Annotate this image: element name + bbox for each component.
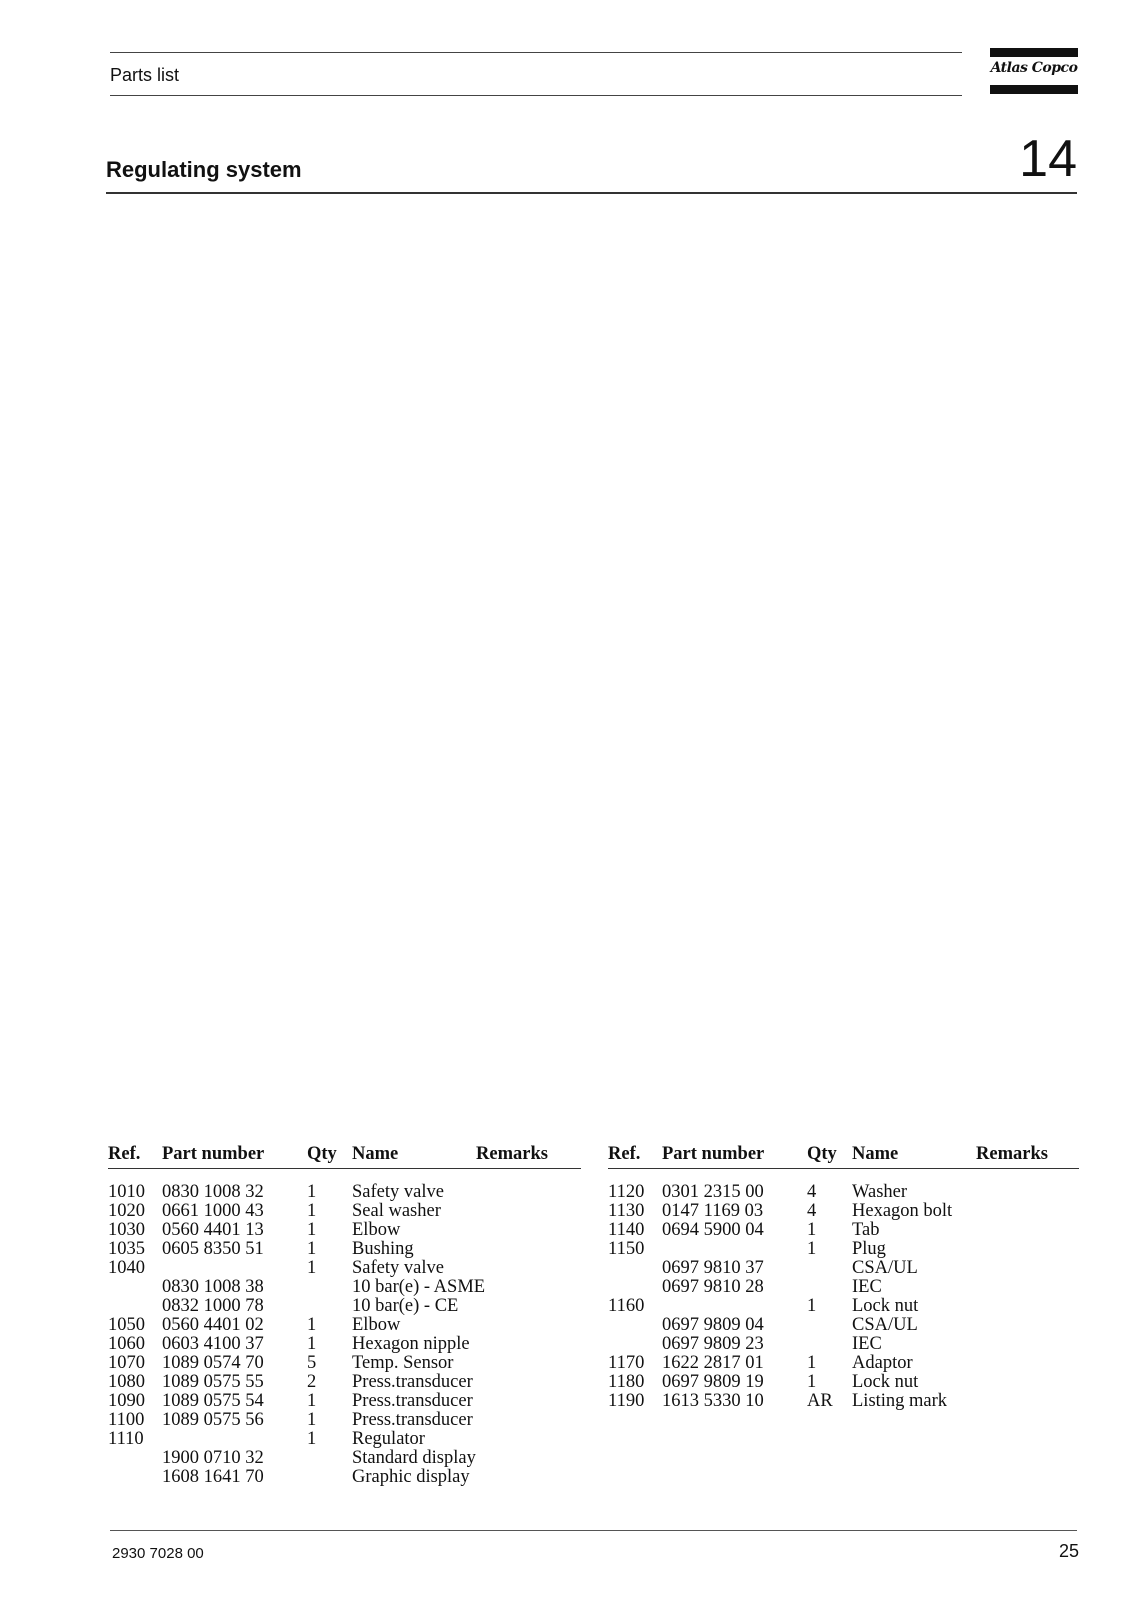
- cell-qty: 2: [307, 1372, 317, 1392]
- cell-part-number: 1613 5330 10: [662, 1391, 764, 1411]
- table-row: [108, 1278, 581, 1297]
- section-rule: [106, 192, 1077, 194]
- cell-name: Plug: [852, 1239, 886, 1259]
- logo-bar-bottom: [990, 85, 1078, 94]
- cell-qty: 1: [307, 1410, 317, 1430]
- cell-qty: 1: [807, 1372, 817, 1392]
- table-row: [108, 1259, 581, 1278]
- header-rule-top: [110, 52, 962, 53]
- footer-rule: [110, 1530, 1077, 1531]
- column-header-remarks: Remarks: [476, 1144, 548, 1164]
- cell-name: Lock nut: [852, 1296, 919, 1316]
- cell-part-number: 0832 1000 78: [162, 1296, 264, 1316]
- cell-qty: 1: [807, 1353, 817, 1373]
- cell-part-number: 1089 0575 55: [162, 1372, 264, 1392]
- cell-qty: AR: [807, 1391, 833, 1411]
- cell-part-number: 0697 9809 23: [662, 1334, 764, 1354]
- logo-bar-top: [990, 48, 1078, 57]
- table-row: [108, 1297, 581, 1316]
- cell-part-number: 0603 4100 37: [162, 1334, 264, 1354]
- cell-name: Seal washer: [352, 1201, 441, 1221]
- cell-name: CSA/UL: [852, 1258, 918, 1278]
- cell-part-number: 1608 1641 70: [162, 1467, 264, 1487]
- cell-ref: 1010: [108, 1182, 145, 1202]
- cell-name: Adaptor: [852, 1353, 913, 1373]
- cell-part-number: 1900 0710 32: [162, 1448, 264, 1468]
- cell-qty: 1: [807, 1239, 817, 1259]
- cell-part-number: 0697 9809 19: [662, 1372, 764, 1392]
- parts-table-right: [608, 1144, 1079, 1411]
- header-rule-bottom: [110, 95, 962, 96]
- table-header: [608, 1144, 1079, 1169]
- cell-name: Safety valve: [352, 1258, 444, 1278]
- cell-name: Regulator: [352, 1429, 425, 1449]
- cell-ref: 1160: [608, 1296, 645, 1316]
- table-row: [108, 1449, 581, 1468]
- column-header-ref: Ref.: [108, 1144, 141, 1164]
- cell-qty: 1: [307, 1220, 317, 1240]
- table-row: [608, 1202, 1079, 1221]
- cell-ref: 1040: [108, 1258, 145, 1278]
- table-row: [108, 1316, 581, 1335]
- table-row: [108, 1354, 581, 1373]
- table-row: [608, 1354, 1079, 1373]
- cell-qty: 1: [307, 1201, 317, 1221]
- column-header-part-number: Part number: [162, 1144, 265, 1164]
- cell-ref: 1180: [608, 1372, 645, 1392]
- column-header-ref: Ref.: [608, 1144, 641, 1164]
- table-body: [108, 1183, 581, 1487]
- cell-name: Press.transducer: [352, 1410, 473, 1430]
- cell-name: IEC: [852, 1277, 882, 1297]
- cell-qty: 1: [807, 1220, 817, 1240]
- logo-text: Atlas Copco: [990, 60, 1078, 76]
- table-row: [108, 1202, 581, 1221]
- cell-ref: 1030: [108, 1220, 145, 1240]
- cell-part-number: 0697 9809 04: [662, 1315, 764, 1335]
- cell-name: Press.transducer: [352, 1372, 473, 1392]
- cell-name: Standard display: [352, 1448, 476, 1468]
- column-header-part-number: Part number: [662, 1144, 765, 1164]
- cell-name: IEC: [852, 1334, 882, 1354]
- cell-part-number: 1622 2817 01: [662, 1353, 764, 1373]
- cell-part-number: 1089 0574 70: [162, 1353, 264, 1373]
- table-row: [108, 1240, 581, 1259]
- table-body: [608, 1183, 1079, 1411]
- figure-area: [106, 200, 1077, 1140]
- table-row: [108, 1221, 581, 1240]
- cell-name: CSA/UL: [852, 1315, 918, 1335]
- page-number: 25: [1058, 1541, 1079, 1561]
- cell-ref: 1080: [108, 1372, 145, 1392]
- cell-name: Safety valve: [352, 1182, 444, 1202]
- table-row: [108, 1430, 581, 1449]
- cell-part-number: 1089 0575 56: [162, 1410, 264, 1430]
- cell-part-number: 1089 0575 54: [162, 1391, 264, 1411]
- cell-ref: 1060: [108, 1334, 145, 1354]
- table-header: [108, 1144, 581, 1169]
- cell-qty: 1: [807, 1296, 817, 1316]
- cell-name: Elbow: [352, 1220, 401, 1240]
- column-header-remarks: Remarks: [976, 1144, 1048, 1164]
- cell-ref: 1070: [108, 1353, 145, 1373]
- cell-ref: 1120: [608, 1182, 645, 1202]
- cell-part-number: 0830 1008 32: [162, 1182, 264, 1202]
- table-row: [608, 1278, 1079, 1297]
- cell-part-number: 0560 4401 02: [162, 1315, 264, 1335]
- cell-part-number: 0694 5900 04: [662, 1220, 764, 1240]
- cell-part-number: 0697 9810 28: [662, 1277, 764, 1297]
- cell-ref: 1035: [108, 1239, 145, 1259]
- table-row: [108, 1183, 581, 1202]
- cell-part-number: 0301 2315 00: [662, 1182, 764, 1202]
- cell-name: Washer: [852, 1182, 908, 1202]
- cell-part-number: 0661 1000 43: [162, 1201, 264, 1221]
- cell-name: Tab: [852, 1220, 880, 1240]
- cell-name: 10 bar(e) - ASME: [352, 1277, 486, 1297]
- table-row: [608, 1316, 1079, 1335]
- column-header-name: Name: [852, 1144, 899, 1164]
- cell-qty: 4: [807, 1201, 817, 1221]
- cell-name: Temp. Sensor: [352, 1353, 454, 1373]
- cell-name: Elbow: [352, 1315, 401, 1335]
- table-row: [108, 1411, 581, 1430]
- table-row: [608, 1240, 1079, 1259]
- cell-part-number: 0697 9810 37: [662, 1258, 764, 1278]
- table-row: [608, 1392, 1079, 1411]
- cell-name: Bushing: [352, 1239, 414, 1259]
- cell-qty: 1: [307, 1239, 317, 1259]
- cell-part-number: 0830 1008 38: [162, 1277, 264, 1297]
- section-number: 14: [1019, 130, 1077, 188]
- section-title: Regulating system: [106, 157, 302, 182]
- table-row: [608, 1183, 1079, 1202]
- column-header-name: Name: [352, 1144, 399, 1164]
- cell-ref: 1190: [608, 1391, 645, 1411]
- cell-name: Hexagon nipple: [352, 1334, 470, 1354]
- cell-qty: 1: [307, 1391, 317, 1411]
- cell-qty: 1: [307, 1182, 317, 1202]
- table-row: [108, 1335, 581, 1354]
- cell-name: Lock nut: [852, 1372, 919, 1392]
- column-header-qty: Qty: [307, 1144, 337, 1164]
- table-row: [608, 1335, 1079, 1354]
- atlas-copco-logo: [990, 48, 1078, 94]
- cell-ref: 1100: [108, 1410, 145, 1430]
- cell-ref: 1110: [108, 1429, 144, 1449]
- cell-qty: 4: [807, 1182, 817, 1202]
- cell-name: Hexagon bolt: [852, 1201, 953, 1221]
- cell-ref: 1050: [108, 1315, 145, 1335]
- cell-qty: 1: [307, 1315, 317, 1335]
- table-row: [108, 1392, 581, 1411]
- table-row: [608, 1259, 1079, 1278]
- table-row: [608, 1297, 1079, 1316]
- cell-qty: 1: [307, 1258, 317, 1278]
- cell-ref: 1130: [608, 1201, 645, 1221]
- cell-qty: 1: [307, 1334, 317, 1354]
- cell-part-number: 0147 1169 03: [662, 1201, 764, 1221]
- cell-part-number: 0560 4401 13: [162, 1220, 264, 1240]
- table-row: [608, 1221, 1079, 1240]
- cell-qty: 5: [307, 1353, 317, 1373]
- cell-ref: 1140: [608, 1220, 645, 1240]
- cell-ref: 1150: [608, 1239, 645, 1259]
- table-row: [108, 1468, 581, 1487]
- cell-ref: 1020: [108, 1201, 145, 1221]
- table-row: [108, 1373, 581, 1392]
- cell-part-number: 0605 8350 51: [162, 1239, 264, 1259]
- table-row: [608, 1373, 1079, 1392]
- parts-table-left: [108, 1144, 581, 1487]
- cell-name: Press.transducer: [352, 1391, 473, 1411]
- document-number: 2930 7028 00: [112, 1545, 204, 1562]
- cell-qty: 1: [307, 1429, 317, 1449]
- cell-name: Graphic display: [352, 1467, 470, 1487]
- cell-ref: 1170: [608, 1353, 645, 1373]
- cell-ref: 1090: [108, 1391, 145, 1411]
- cell-name: Listing mark: [852, 1391, 948, 1411]
- column-header-qty: Qty: [807, 1144, 837, 1164]
- cell-name: 10 bar(e) - CE: [352, 1296, 459, 1316]
- header-title: Parts list: [110, 65, 180, 85]
